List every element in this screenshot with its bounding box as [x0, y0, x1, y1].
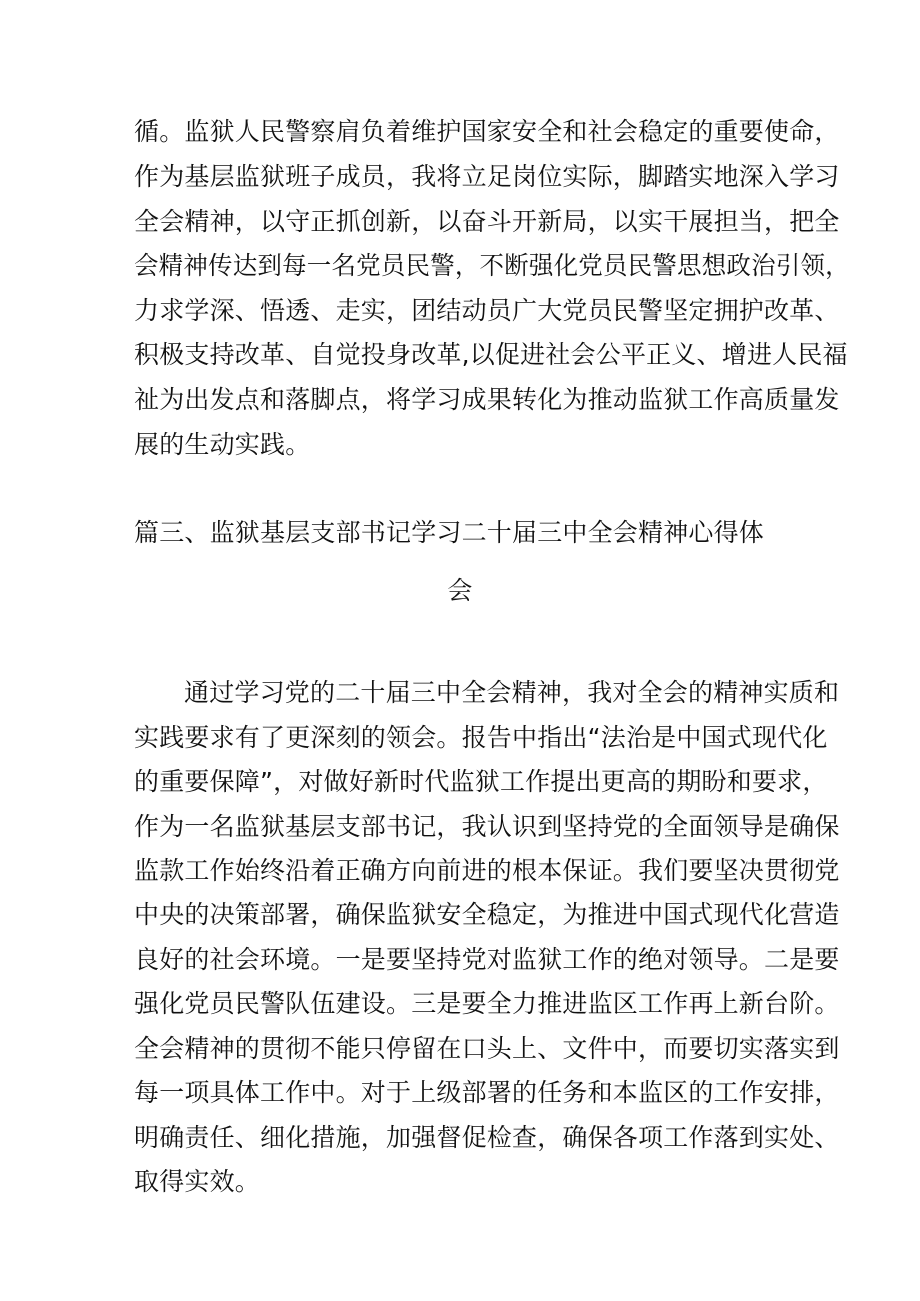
- paragraph-line: 作为基层监狱班子成员，我将立足岗位实际，脚踏实地深入学习: [134, 162, 840, 191]
- paragraph-line: 全会精神，以守正抓创新，以奋斗开新局，以实干展担当，把全: [134, 207, 840, 236]
- section-title-line: 篇三、监狱基层支部书记学习二十届三中全会精神心得体: [134, 518, 765, 547]
- paragraph-line: 中央的决策部署，确保监狱安全稳定，为推进中国式现代化营造: [134, 900, 840, 929]
- paragraph-line: 全会精神的贯彻不能只停留在口头上、文件中，而要切实落实到: [134, 1034, 840, 1063]
- paragraph-line: 明确责任、细化措施，加强督促检查，确保各项工作落到实处、: [134, 1123, 840, 1152]
- paragraph-line: 循。监狱人民警察肩负着维护国家安全和社会稳定的重要使命，: [134, 117, 840, 146]
- paragraph-line: 会精神传达到每一名党员民警，不断强化党员民警思想政治引领，: [134, 251, 850, 280]
- paragraph-line: 展的生动实践。: [134, 430, 311, 459]
- paragraph-line: 良好的社会环境。一是要坚持党对监狱工作的绝对领导。二是要: [134, 945, 840, 974]
- paragraph-line: 监款工作始终沿着正确方向前进的根本保证。我们要坚决贯彻党: [134, 856, 840, 885]
- paragraph-line: 实践要求有了更深刻的领会。报告中指出“法治是中国式现代化: [134, 723, 828, 752]
- paragraph-line: 强化党员民警队伍建设。三是要全力推进监区工作再上新台阶。: [134, 989, 840, 1018]
- paragraph-line: 力求学深、悟透、走实，团结动员广大党员民警坚定拥护改革、: [134, 296, 840, 325]
- paragraph-line: 祉为出发点和落脚点，将学习成果转化为推动监狱工作高质量发: [134, 385, 840, 414]
- paragraph-line: 取得实效。: [134, 1167, 261, 1196]
- paragraph-line: 每一项具体工作中。对于上级部署的任务和本监区的工作安排，: [134, 1078, 840, 1107]
- paragraph-line: 的重要保障”，对做好新时代监狱工作提出更高的期盼和要求，: [134, 767, 828, 796]
- section-title-continuation: 会: [447, 576, 473, 605]
- paragraph-line: 积极支持改革、自觉投身改革,以促进社会公平正义、增进人民福: [134, 340, 848, 369]
- paragraph-line: 作为一名监狱基层支部书记，我认识到坚持党的全面领导是确保: [134, 812, 840, 841]
- paragraph-line: 通过学习党的二十届三中全会精神，我对全会的精神实质和: [184, 678, 840, 707]
